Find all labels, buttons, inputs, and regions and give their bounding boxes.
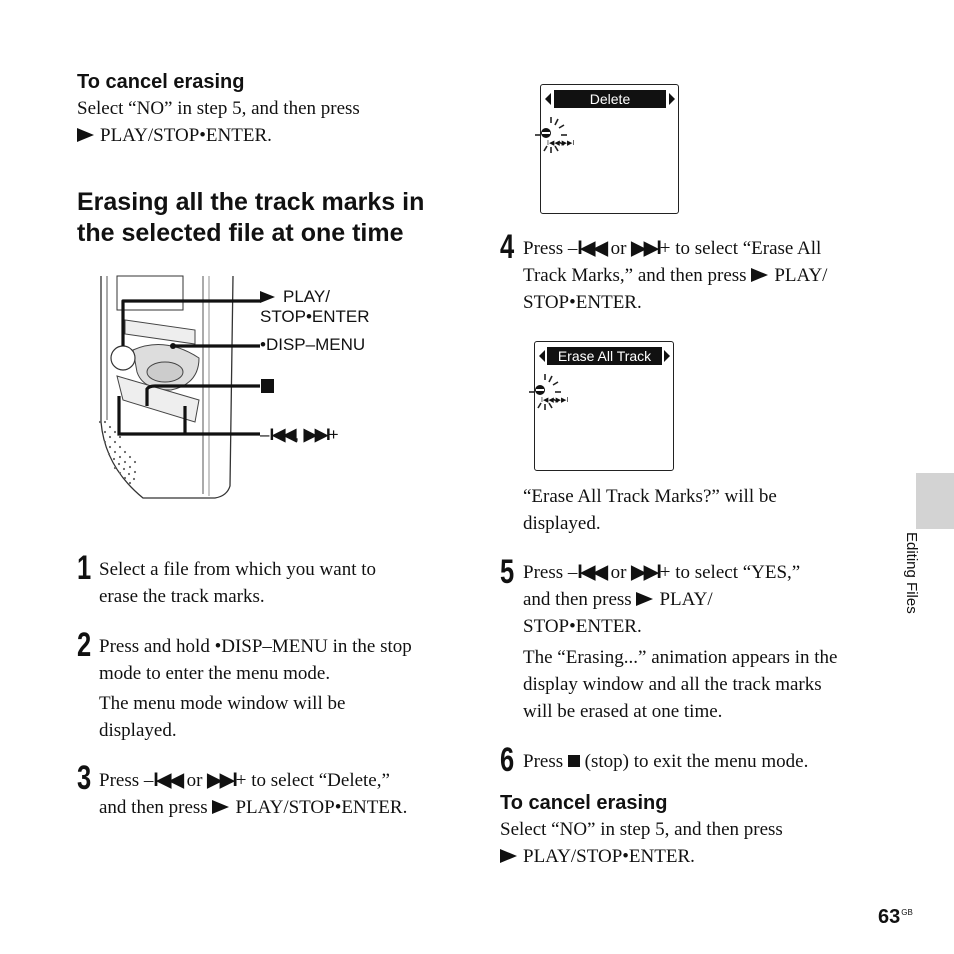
step-6-text: Press (stop) to exit the menu mode. xyxy=(523,751,809,772)
stop-icon xyxy=(261,379,274,393)
lcd-title: Erase All Track xyxy=(547,347,662,365)
step-2-note: The menu mode window will be displayed. xyxy=(99,693,346,741)
next-track-icon: ▶▶I xyxy=(303,425,329,444)
side-tab xyxy=(916,473,954,529)
lcd-delete-screen xyxy=(540,84,679,214)
section-title-line-2: the selected file at one time xyxy=(77,219,404,247)
cancel-line-1: Select “NO” in step 5, and then press xyxy=(77,98,360,119)
cancel-heading-right: To cancel erasing xyxy=(500,792,668,814)
stop-icon xyxy=(568,755,580,767)
svg-text:I◀◀ ▶▶I: I◀◀ ▶▶I xyxy=(541,397,569,404)
step-3-text: Press –I◀◀ or ▶▶I+ to select “Delete,” and then press PLAY/STOP•ENTER. xyxy=(99,770,408,818)
previous-track-icon: I◀◀ xyxy=(577,238,606,259)
cancel-instruction-right: Select “NO” in step 5, and then press PLAY/STOP•ENTER. xyxy=(500,819,783,867)
page-number: $63^{GB}$ xyxy=(878,906,913,928)
step-3-number: 3 xyxy=(77,759,92,797)
svg-text:I◀◀ ▶▶I: I◀◀ ▶▶I xyxy=(547,140,575,147)
play-icon xyxy=(260,291,275,303)
play-icon xyxy=(77,128,94,142)
cancel-instruction xyxy=(77,95,360,149)
step-5-text: Press –I◀◀ or ▶▶I+ to select “YES,” and then press PLAY/ STOP•ENTER. xyxy=(523,562,801,637)
step-5-number: 5 xyxy=(500,553,515,591)
step-1-text: Select a file from which you want to erase the track marks. xyxy=(99,559,377,607)
step-6-number: 6 xyxy=(500,741,515,779)
step-4-note: “Erase All Track Marks?” will be displayed. xyxy=(523,486,777,534)
right-arrow-icon xyxy=(664,350,670,362)
section-title xyxy=(77,187,424,249)
side-tab-label: Editing Files xyxy=(903,532,920,614)
play-icon xyxy=(751,268,768,282)
play-stop-enter-label: PLAY/ STOP•ENTER xyxy=(260,287,370,326)
left-arrow-icon xyxy=(545,93,551,105)
step-2-text: Press and hold •DISP–MENU in the stop mode to enter the menu mode. xyxy=(99,636,412,684)
track-mark-blink-icon xyxy=(531,113,591,163)
cancel-heading: To cancel erasing xyxy=(77,71,245,93)
recorder-illustration xyxy=(95,272,270,507)
step-4-number: 4 xyxy=(500,228,515,266)
step-1-number: 1 xyxy=(77,549,92,587)
right-arrow-icon xyxy=(669,93,675,105)
step-2-number: 2 xyxy=(77,626,92,664)
next-track-icon: ▶▶I xyxy=(631,562,660,583)
previous-track-icon: I◀◀ xyxy=(577,562,606,583)
prev-next-label: –I◀◀, ▶▶I+ xyxy=(260,425,339,444)
play-icon xyxy=(500,849,517,863)
step-5-note: The “Erasing...” animation appears in the display window and all the track marks will be erased at one time. xyxy=(523,647,838,722)
lcd-title: Delete xyxy=(554,90,666,108)
previous-track-icon: I◀◀ xyxy=(269,425,295,444)
play-icon xyxy=(636,592,653,606)
track-mark-blink-icon xyxy=(525,370,585,420)
cancel-line-2: PLAY/STOP•ENTER. xyxy=(100,125,272,146)
left-arrow-icon xyxy=(539,350,545,362)
next-track-icon: ▶▶I xyxy=(631,238,660,259)
section-title-line-1: Erasing all the track marks in xyxy=(77,188,425,216)
disp-menu-label: •DISP–MENU xyxy=(260,335,366,354)
step-4-text: Press –I◀◀ or ▶▶I+ to select “Erase All Track Marks,” and then press PLAY/ STOP•ENTER. xyxy=(523,238,828,313)
lcd-erase-all-track-screen xyxy=(534,341,674,471)
next-track-icon: ▶▶I xyxy=(207,770,236,791)
previous-track-icon: I◀◀ xyxy=(153,770,182,791)
play-icon xyxy=(212,800,229,814)
